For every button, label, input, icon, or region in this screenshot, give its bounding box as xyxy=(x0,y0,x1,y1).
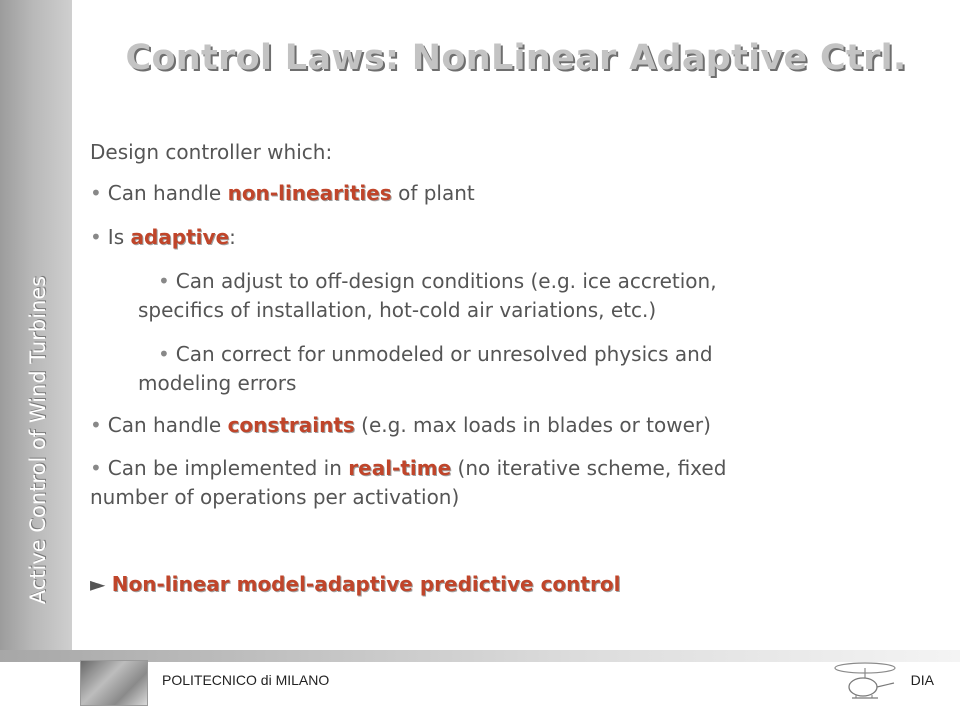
sub-bullet-offdesign-line1: • Can adjust to off-design conditions (e.g. ice accretion, xyxy=(158,269,717,293)
bullet-adaptive: • Is adaptive: xyxy=(90,225,236,249)
conclusion xyxy=(90,570,620,599)
bullet-dot-icon: • xyxy=(90,181,102,205)
footer-institution: POLITECNICO di MILANO xyxy=(162,672,330,688)
bullet-dot-icon: • xyxy=(90,413,102,437)
bullet-realtime-line2: number of operations per activation) xyxy=(90,485,460,509)
highlight-nonlinearities: non-linearities xyxy=(227,181,392,205)
footer-department: DIA xyxy=(910,672,934,688)
highlight-realtime: real-time xyxy=(348,456,452,480)
sidebar xyxy=(0,0,72,650)
arrow-right-icon: ► xyxy=(90,572,106,596)
bullet-constraints: • Can handle constraints (e.g. max loads in blades or tower) xyxy=(90,413,711,437)
bullet-dot-icon: • xyxy=(158,342,170,366)
sub-bullet-unmodeled-line2: modeling errors xyxy=(138,371,297,395)
sub-bullet-offdesign-line2: specifics of installation, hot-cold air variations, etc.) xyxy=(138,298,657,322)
intro-text: Design controller which: xyxy=(90,140,333,164)
highlight-constraints: constraints xyxy=(227,413,355,437)
bullet-realtime-line1: • Can be implemented in real-time (no iterative scheme, fixed xyxy=(90,456,727,480)
sub-bullet-unmodeled-line1: • Can correct for unmodeled or unresolved physics and xyxy=(158,342,713,366)
highlight-adaptive: adaptive xyxy=(130,225,230,249)
university-building-logo xyxy=(80,660,148,706)
helicopter-logo-icon xyxy=(830,656,900,712)
bullet-dot-icon: • xyxy=(90,456,102,480)
sidebar-title: Active Control of Wind Turbines xyxy=(26,275,50,605)
bullet-nonlinearities: • Can handle non-linearities of plant xyxy=(90,181,475,205)
slide-title: Control Laws: NonLinear Adaptive Ctrl. xyxy=(125,38,907,78)
bullet-dot-icon: • xyxy=(158,269,170,293)
bullet-dot-icon: • xyxy=(90,225,102,249)
conclusion-text: Non-linear model-adaptive predictive control xyxy=(111,572,621,596)
